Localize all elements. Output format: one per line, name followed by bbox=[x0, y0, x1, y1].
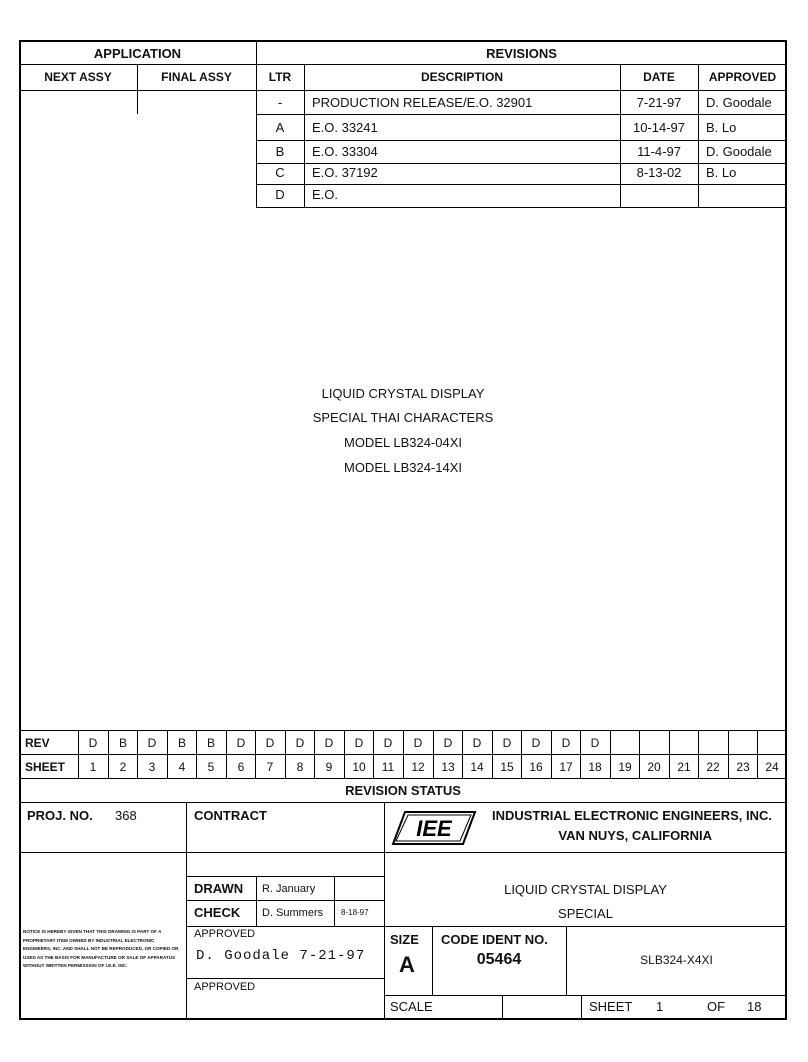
sheet-cell: 11 bbox=[381, 760, 395, 774]
rev-row-ltr: A bbox=[275, 120, 285, 135]
sheet-cell: 14 bbox=[470, 760, 484, 774]
proj-no: 368 bbox=[115, 808, 137, 823]
rule bbox=[384, 995, 787, 996]
sheet-cell: 19 bbox=[618, 760, 632, 774]
rule bbox=[256, 114, 787, 115]
rev-row-ltr: - bbox=[277, 95, 283, 110]
rev-cell: D bbox=[265, 736, 275, 750]
rule bbox=[19, 802, 787, 803]
check-date: 8-18-97 bbox=[341, 908, 369, 917]
revisions-title: REVISIONS bbox=[486, 46, 557, 61]
proprietary-notice: NOTICE IS HEREBY GIVEN THAT THIS DRAWING IS PART OF A PROPRIETARY ITEM OWNED BY INDUSTRIAL ELECTRONIC ENGINEERS, INC. AND SHALL NOT BE REPRODUCED, OR COPIED OR USED AS THE BASIS FOR MANUFACTURE OR SALE OF APPARATUS WITHOUT WRITTEN PERMISSION OF I.E.E. INC. bbox=[23, 929, 179, 969]
rev-cell: D bbox=[236, 736, 246, 750]
size-label: SIZE bbox=[390, 932, 419, 947]
sheet-total: 18 bbox=[747, 999, 762, 1014]
rev-cell: D bbox=[590, 736, 600, 750]
rev-cell: D bbox=[472, 736, 482, 750]
proj-no-label: PROJ. NO. bbox=[27, 808, 93, 823]
rev-row-approved: D. Goodale bbox=[706, 95, 772, 110]
rev-cell: D bbox=[531, 736, 541, 750]
rev-row-ltr: C bbox=[275, 165, 285, 180]
iee-logo bbox=[391, 808, 477, 848]
sheet-cell: 22 bbox=[706, 760, 720, 774]
sheet-cell: 5 bbox=[207, 760, 215, 774]
rule bbox=[256, 140, 787, 141]
approved-header: APPROVED bbox=[708, 70, 777, 84]
ltr-header: LTR bbox=[268, 70, 292, 84]
rev-row-description: E.O. 37192 bbox=[312, 165, 378, 180]
approved-signature: D. Goodale 7-21-97 bbox=[196, 948, 366, 964]
rule bbox=[19, 90, 787, 91]
rev-row-ltr: D bbox=[275, 187, 285, 202]
rule bbox=[186, 876, 384, 877]
sheet-label: SHEET bbox=[25, 760, 66, 774]
rev-cell: D bbox=[88, 736, 98, 750]
revision-status-title: REVISION STATUS bbox=[345, 783, 461, 798]
rule bbox=[334, 876, 335, 926]
sheet-cell: 20 bbox=[647, 760, 661, 774]
code-ident: 05464 bbox=[476, 951, 522, 968]
sheet-cell: 17 bbox=[559, 760, 573, 774]
rule bbox=[256, 163, 787, 164]
rev-row-approved: B. Lo bbox=[706, 165, 737, 180]
rule bbox=[19, 64, 787, 65]
rule bbox=[19, 778, 787, 779]
rule bbox=[620, 64, 621, 208]
sheet-cell: 9 bbox=[325, 760, 333, 774]
logo-text: IEE bbox=[416, 816, 452, 841]
rev-row-date: 8-13-02 bbox=[636, 165, 682, 180]
body-line: MODEL LB324-14XI bbox=[343, 460, 463, 475]
size-value: A bbox=[399, 952, 415, 977]
body-line: SPECIAL THAI CHARACTERS bbox=[312, 410, 494, 425]
sheet-cell: 24 bbox=[765, 760, 779, 774]
rev-cell: D bbox=[561, 736, 571, 750]
rev-row-date: 10-14-97 bbox=[632, 120, 686, 135]
sheet-cell: 3 bbox=[148, 760, 156, 774]
sheet-cell: 4 bbox=[178, 760, 186, 774]
rev-cell: D bbox=[383, 736, 393, 750]
rev-row-description: E.O. 33304 bbox=[312, 144, 378, 159]
rev-row-date: 7-21-97 bbox=[636, 95, 682, 110]
rev-cell: D bbox=[354, 736, 364, 750]
sheet-cell: 15 bbox=[500, 760, 514, 774]
sheet-no: 1 bbox=[656, 999, 664, 1014]
rev-cell: D bbox=[502, 736, 512, 750]
drawn-by: R. January bbox=[262, 883, 316, 895]
of-label: OF bbox=[707, 999, 726, 1014]
drawing-title-2: SPECIAL bbox=[558, 906, 613, 921]
rule bbox=[186, 926, 787, 927]
description-header: DESCRIPTION bbox=[420, 70, 503, 84]
code-ident-label: CODE IDENT NO. bbox=[441, 932, 548, 947]
rule bbox=[186, 900, 384, 901]
rev-row-description: E.O. 33241 bbox=[312, 120, 378, 135]
rule bbox=[19, 852, 787, 853]
date-header: DATE bbox=[643, 70, 675, 84]
checked-by: D. Summers bbox=[262, 907, 324, 919]
rev-row-date: 11-4-97 bbox=[637, 144, 681, 159]
check-label: CHECK bbox=[194, 905, 241, 920]
rev-label: REV bbox=[25, 736, 50, 750]
rev-row-approved: D. Goodale bbox=[706, 144, 772, 159]
rule bbox=[502, 995, 503, 1020]
rev-row-description: PRODUCTION RELEASE/E.O. 32901 bbox=[312, 95, 533, 110]
rev-row-ltr: B bbox=[275, 144, 285, 159]
sheet-cell: 23 bbox=[736, 760, 750, 774]
sheet-cell: 12 bbox=[411, 760, 425, 774]
rule bbox=[256, 184, 787, 185]
sheet-cell: 2 bbox=[119, 760, 127, 774]
sheet-cell: 1 bbox=[89, 760, 97, 774]
sheet-cell: 10 bbox=[352, 760, 366, 774]
company-name: INDUSTRIAL ELECTRONIC ENGINEERS, INC. bbox=[491, 808, 772, 823]
rule bbox=[256, 207, 787, 208]
rev-cell: D bbox=[147, 736, 157, 750]
rule bbox=[256, 876, 257, 926]
rev-cell: D bbox=[443, 736, 453, 750]
sheet-cell: 8 bbox=[296, 760, 304, 774]
body-line: LIQUID CRYSTAL DISPLAY bbox=[321, 386, 485, 401]
rule bbox=[698, 64, 699, 208]
sheet-label-tb: SHEET bbox=[589, 999, 633, 1014]
rev-cell: B bbox=[118, 736, 127, 750]
sheet-cell: 16 bbox=[529, 760, 543, 774]
drawn-label: DRAWN bbox=[194, 881, 244, 896]
contract-label: CONTRACT bbox=[194, 808, 267, 823]
rev-cell: B bbox=[206, 736, 215, 750]
sheet-cell: 18 bbox=[588, 760, 602, 774]
scale-label: SCALE bbox=[390, 999, 433, 1014]
rule bbox=[186, 802, 187, 1020]
company-city: VAN NUYS, CALIFORNIA bbox=[558, 828, 712, 843]
rev-cell: D bbox=[324, 736, 334, 750]
drawing-frame bbox=[19, 40, 787, 1020]
next-assy-label: NEXT ASSY bbox=[44, 70, 112, 84]
rev-cell: B bbox=[177, 736, 186, 750]
rev-cell: D bbox=[295, 736, 305, 750]
drawing-number: SLB324-X4XI bbox=[640, 953, 713, 967]
rule bbox=[581, 995, 582, 1020]
rule bbox=[304, 64, 305, 208]
approved-label-2: APPROVED bbox=[194, 981, 256, 993]
sheet-cell: 7 bbox=[266, 760, 274, 774]
approved-label: APPROVED bbox=[194, 928, 256, 940]
sheet-cell: 6 bbox=[237, 760, 245, 774]
rev-row-description: E.O. bbox=[312, 187, 339, 202]
rev-row-approved: B. Lo bbox=[706, 120, 737, 135]
rev-cell: D bbox=[413, 736, 423, 750]
drawing-title-1: LIQUID CRYSTAL DISPLAY bbox=[504, 882, 667, 897]
application-title: APPLICATION bbox=[93, 46, 182, 61]
sheet-cell: 13 bbox=[441, 760, 455, 774]
body-line: MODEL LB324-04XI bbox=[343, 435, 463, 450]
final-assy-label: FINAL ASSY bbox=[161, 70, 232, 84]
sheet-cell: 21 bbox=[677, 760, 691, 774]
